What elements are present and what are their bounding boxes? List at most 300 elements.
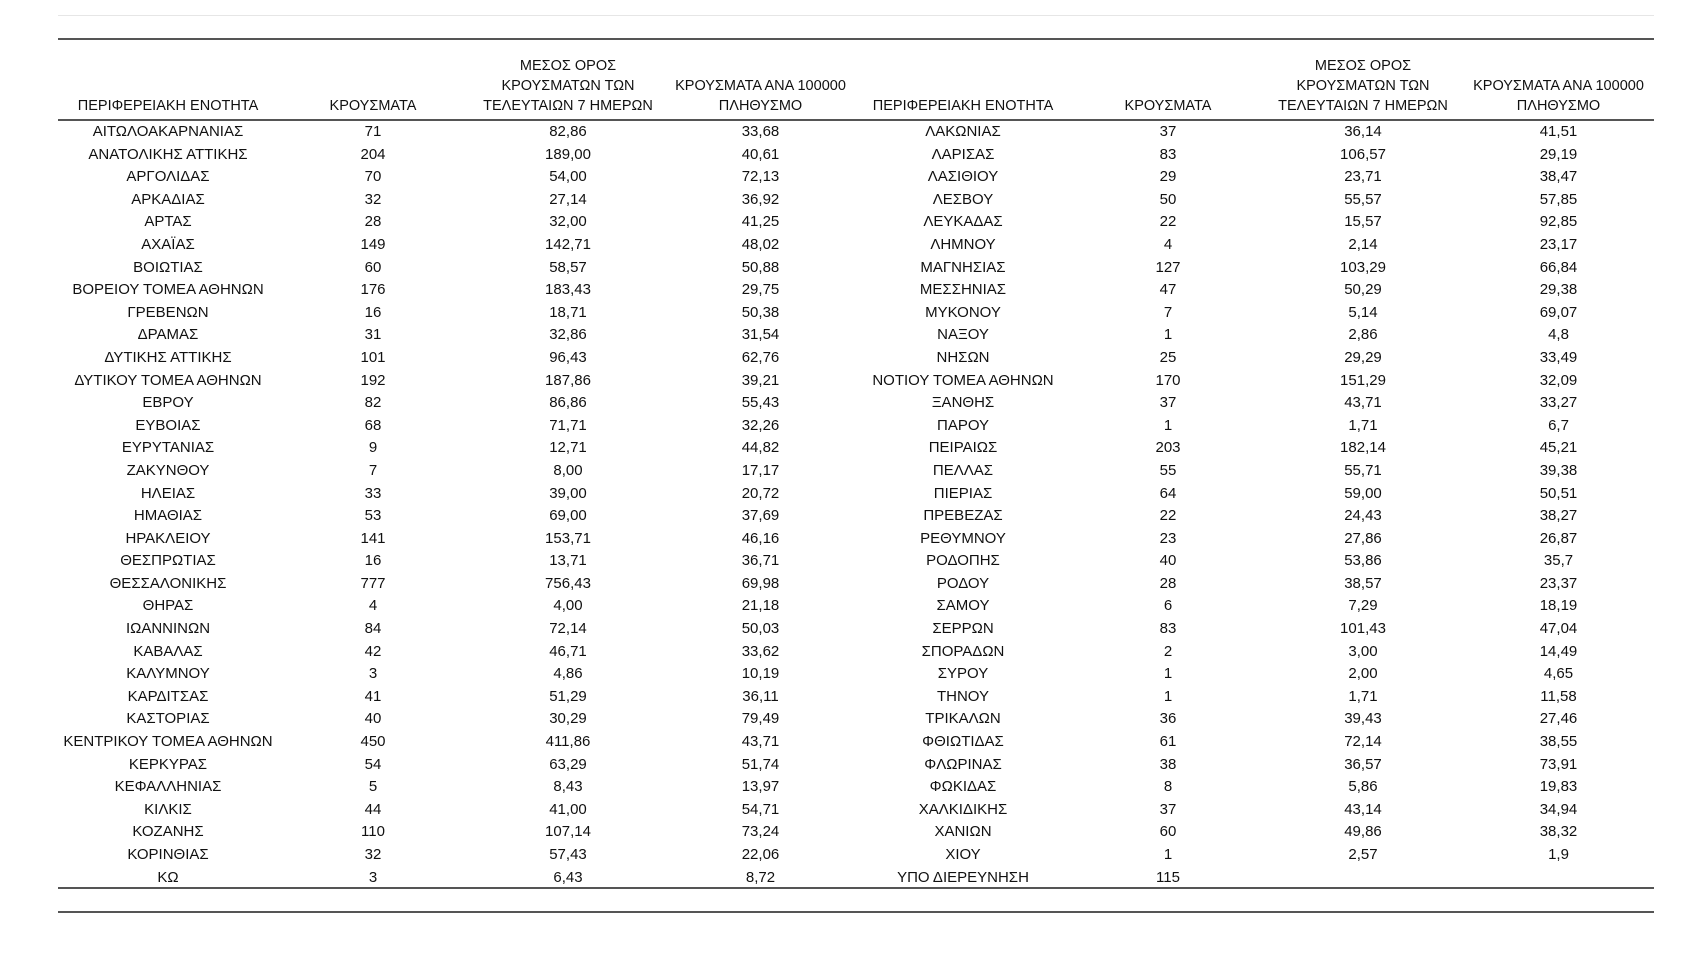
cases-cell: 84 xyxy=(364,620,382,638)
region-cell: ΚΕΦΑΛΛΗΝΙΑΣ xyxy=(114,778,222,796)
cases-cell: 9 xyxy=(368,439,378,457)
cases-cell: 55 xyxy=(1159,461,1177,479)
per100k-cell: 17,17 xyxy=(741,461,780,479)
region-cell: ΗΜΑΘΙΑΣ xyxy=(133,507,203,525)
table-row xyxy=(58,166,1654,189)
region-cell: ΕΥΡΥΤΑΝΙΑΣ xyxy=(121,439,215,457)
table-row xyxy=(58,844,1654,867)
cases-cell: 4 xyxy=(1163,235,1173,253)
table-row xyxy=(58,189,1654,212)
cases-cell: 60 xyxy=(364,258,382,276)
per100k-cell: 40,61 xyxy=(741,145,780,163)
avg7-cell: 41,00 xyxy=(549,800,587,818)
avg7-cell: 3,00 xyxy=(1348,642,1378,660)
region-cell: ΡΕΘΥΜΝΟΥ xyxy=(920,529,1006,547)
table-row xyxy=(58,754,1654,777)
region-cell: ΣΕΡΡΩΝ xyxy=(932,620,994,638)
cases-cell: 8 xyxy=(1163,778,1173,796)
per100k-cell: 41,51 xyxy=(1539,123,1578,140)
avg7-cell: 43,14 xyxy=(1344,800,1382,818)
cases-cell: 22 xyxy=(1159,213,1177,231)
avg7-cell: 8,43 xyxy=(553,778,583,796)
region-cell: ΠΕΛΛΑΣ xyxy=(932,461,994,479)
per100k-cell: 41,25 xyxy=(741,213,780,231)
region-cell: ΧΑΝΙΩΝ xyxy=(934,823,992,841)
table-row xyxy=(58,415,1654,438)
region-cell: ΛΑΣΙΘΙΟΥ xyxy=(927,168,999,186)
avg7-cell: 55,57 xyxy=(1344,190,1382,208)
region-cell: ΜΑΓΝΗΣΙΑΣ xyxy=(920,258,1006,276)
avg7-cell: 2,14 xyxy=(1348,235,1378,253)
region-cell: ΡΟΔΟΥ xyxy=(936,574,990,592)
per100k-cell: 72,13 xyxy=(741,168,780,186)
col-header-per100k-2: ΚΡΟΥΣΜΑΤΑ ΑΝΑ 100000 ΠΛΗΘΥΣΜΟ xyxy=(1473,78,1644,114)
per100k-cell: 6,7 xyxy=(1548,416,1569,434)
cases-cell: 53 xyxy=(364,507,382,525)
table-row xyxy=(58,505,1654,528)
table-row xyxy=(58,257,1654,280)
region-cell: ΡΟΔΟΠΗΣ xyxy=(926,552,1000,570)
avg7-cell: 54,00 xyxy=(549,168,587,186)
col-header-region: ΠΕΡΙΦΕΡΕΙΑΚΗ ΕΝΟΤΗΤΑ xyxy=(77,98,259,114)
region-cell: ΤΡΙΚΑΛΩΝ xyxy=(925,710,1001,728)
cases-cell: 37 xyxy=(1159,394,1177,412)
cases-cell: 38 xyxy=(1159,755,1177,773)
avg7-cell: 39,00 xyxy=(549,484,587,502)
cases-cell: 32 xyxy=(364,846,382,863)
region-cell: ΜΥΚΟΝΟΥ xyxy=(925,303,1001,321)
cases-cell: 33 xyxy=(364,484,382,502)
per100k-cell: 18,19 xyxy=(1539,597,1578,615)
avg7-cell: 82,86 xyxy=(549,123,587,140)
table-row xyxy=(58,279,1654,302)
avg7-cell: 142,71 xyxy=(545,235,591,253)
per100k-cell: 33,62 xyxy=(741,642,780,660)
region-cell: ΛΗΜΝΟΥ xyxy=(930,235,996,253)
cases-cell: 22 xyxy=(1159,507,1177,525)
region-cell: ΑΡΓΟΛΙΔΑΣ xyxy=(126,168,210,186)
avg7-cell: 71,71 xyxy=(549,416,587,434)
avg7-cell: 30,29 xyxy=(549,710,587,728)
avg7-cell xyxy=(1263,867,1463,890)
avg7-cell: 4,00 xyxy=(553,597,583,615)
cases-cell: 2 xyxy=(1163,642,1173,660)
cases-cell: 40 xyxy=(364,710,382,728)
per100k-cell: 21,18 xyxy=(741,597,780,615)
avg7-cell: 7,29 xyxy=(1348,597,1378,615)
avg7-cell: 23,71 xyxy=(1344,168,1382,186)
avg7-cell: 12,71 xyxy=(549,439,587,457)
region-cell: ΚΩ xyxy=(157,868,179,886)
avg7-cell: 183,43 xyxy=(545,281,591,299)
cases-cell: 110 xyxy=(361,823,385,841)
avg7-cell: 57,43 xyxy=(549,846,587,863)
region-cell: ΚΟΡΙΝΘΙΑΣ xyxy=(127,846,209,863)
region-cell: ΤΗΝΟΥ xyxy=(936,687,990,705)
table-row xyxy=(58,708,1654,731)
region-cell: ΣΥΡΟΥ xyxy=(937,665,989,683)
region-cell: ΚΕΝΤΡΙΚΟΥ ΤΟΜΕΑ ΑΘΗΝΩΝ xyxy=(63,733,273,751)
per100k-cell: 50,88 xyxy=(741,258,780,276)
table-row xyxy=(58,370,1654,393)
per100k-cell: 22,06 xyxy=(741,846,780,863)
region-cell: ΜΕΣΣΗΝΙΑΣ xyxy=(919,281,1007,299)
cases-cell: 71 xyxy=(364,123,382,140)
per100k-cell: 38,47 xyxy=(1539,168,1578,186)
region-cell: ΔΥΤΙΚΟΥ ΤΟΜΕΑ ΑΘΗΝΩΝ xyxy=(74,371,262,389)
cases-cell: 115 xyxy=(1156,868,1180,886)
table-row xyxy=(58,347,1654,370)
cases-cell: 4 xyxy=(368,597,378,615)
avg7-cell: 18,71 xyxy=(549,303,587,321)
top-separator xyxy=(58,15,1654,16)
per100k-cell: 29,75 xyxy=(741,281,780,299)
avg7-cell: 72,14 xyxy=(549,620,587,638)
avg7-cell: 153,71 xyxy=(545,529,591,547)
avg7-cell: 32,86 xyxy=(549,326,587,344)
col-header-cases-2: ΚΡΟΥΣΜΑΤΑ xyxy=(1124,98,1212,114)
col-header-avg7: ΜΕΣΟΣ ΟΡΟΣ ΚΡΟΥΣΜΑΤΩΝ ΤΩΝ ΤΕΛΕΥΤΑΙΩΝ 7 ΗΜΕΡΩΝ xyxy=(483,58,653,114)
cases-cell: 1 xyxy=(1163,326,1173,344)
per100k-cell: 10,19 xyxy=(741,665,780,683)
per100k-cell: 36,71 xyxy=(741,552,780,570)
avg7-cell: 32,00 xyxy=(549,213,587,231)
cases-cell: 141 xyxy=(360,529,386,547)
table-row xyxy=(58,144,1654,167)
per100k-cell: 62,76 xyxy=(741,348,780,366)
cases-cell: 192 xyxy=(360,371,386,389)
cases-cell: 83 xyxy=(1159,620,1177,638)
cases-cell: 1 xyxy=(1163,416,1173,434)
region-cell: ΦΘΙΩΤΙΔΑΣ xyxy=(922,733,1004,751)
avg7-cell: 36,14 xyxy=(1344,123,1382,140)
region-cell: ΘΗΡΑΣ xyxy=(142,597,194,615)
cases-cell: 28 xyxy=(364,213,382,231)
region-cell: ΚΙΛΚΙΣ xyxy=(144,800,192,818)
cases-cell: 450 xyxy=(360,733,386,751)
cases-cell: 170 xyxy=(1155,371,1181,389)
avg7-cell: 29,29 xyxy=(1344,348,1382,366)
per100k-cell: 47,04 xyxy=(1539,620,1578,638)
per100k-cell: 46,16 xyxy=(741,529,780,547)
table-row xyxy=(58,663,1654,686)
cases-cell: 37 xyxy=(1159,123,1177,140)
per100k-cell: 39,38 xyxy=(1539,461,1578,479)
avg7-cell: 1,71 xyxy=(1348,687,1378,705)
region-cell: ΚΑΛΥΜΝΟΥ xyxy=(126,665,210,683)
region-cell: ΒΟΡΕΙΟΥ ΤΟΜΕΑ ΑΘΗΝΩΝ xyxy=(72,281,264,299)
region-cell: ΠΡΕΒΕΖΑΣ xyxy=(923,507,1003,525)
avg7-cell: 13,71 xyxy=(549,552,587,570)
avg7-cell: 107,14 xyxy=(545,823,591,841)
footer-rule xyxy=(58,911,1654,913)
region-cell: ΗΡΑΚΛΕΙΟΥ xyxy=(125,529,211,547)
per100k-cell: 32,26 xyxy=(741,416,780,434)
per100k-cell: 8,72 xyxy=(745,868,776,886)
region-cell: ΦΛΩΡΙΝΑΣ xyxy=(924,755,1002,773)
per100k-cell: 79,49 xyxy=(741,710,780,728)
cases-cell: 1 xyxy=(1163,846,1173,863)
region-cell: ΧΙΟΥ xyxy=(945,846,981,863)
region-cell: ΣΠΟΡΑΔΩΝ xyxy=(921,642,1005,660)
cases-cell: 54 xyxy=(364,755,382,773)
region-cell: ΝΗΣΩΝ xyxy=(936,348,990,366)
cases-cell: 41 xyxy=(364,687,382,705)
per100k-cell: 33,68 xyxy=(741,123,780,140)
region-cell: ΖΑΚΥΝΘΟΥ xyxy=(126,461,210,479)
avg7-cell: 4,86 xyxy=(553,665,583,683)
region-cell: ΛΑΡΙΣΑΣ xyxy=(931,145,995,163)
cases-cell: 7 xyxy=(1163,303,1173,321)
avg7-cell: 8,00 xyxy=(553,461,583,479)
region-cell: ΠΕΙΡΑΙΩΣ xyxy=(928,439,998,457)
table-row xyxy=(58,867,1654,890)
cases-cell: 42 xyxy=(364,642,382,660)
per100k-cell: 51,74 xyxy=(741,755,780,773)
region-cell: ΣΑΜΟΥ xyxy=(936,597,990,615)
table-row xyxy=(58,528,1654,551)
region-cell: ΓΡΕΒΕΝΩΝ xyxy=(127,303,209,321)
avg7-cell: 59,00 xyxy=(1344,484,1382,502)
cases-cell: 1 xyxy=(1163,687,1173,705)
avg7-cell: 49,86 xyxy=(1344,823,1382,841)
region-cell: ΛΕΥΚΑΔΑΣ xyxy=(923,213,1003,231)
region-cell: ΑΡΤΑΣ xyxy=(144,213,192,231)
avg7-cell: 53,86 xyxy=(1344,552,1382,570)
region-cell: ΚΑΒΑΛΑΣ xyxy=(133,642,203,660)
avg7-cell: 50,29 xyxy=(1344,281,1382,299)
cases-cell: 23 xyxy=(1159,529,1177,547)
per100k-cell: 50,51 xyxy=(1539,484,1578,502)
cases-cell: 6 xyxy=(1163,597,1173,615)
per100k-cell: 38,27 xyxy=(1539,507,1578,525)
table-row xyxy=(58,595,1654,618)
avg7-cell: 63,29 xyxy=(549,755,587,773)
avg7-cell: 182,14 xyxy=(1340,439,1386,457)
avg7-cell: 15,57 xyxy=(1344,213,1382,231)
avg7-cell: 411,86 xyxy=(545,733,591,751)
table-row xyxy=(58,550,1654,573)
avg7-cell: 36,57 xyxy=(1344,755,1382,773)
per100k-cell: 23,37 xyxy=(1539,574,1578,592)
per100k-cell: 38,55 xyxy=(1539,733,1578,751)
table-row xyxy=(58,460,1654,483)
region-cell: ΘΕΣΠΡΩΤΙΑΣ xyxy=(120,552,216,570)
avg7-cell: 51,29 xyxy=(549,687,587,705)
avg7-cell: 27,86 xyxy=(1344,529,1382,547)
cases-cell: 16 xyxy=(364,552,382,570)
cases-cell: 777 xyxy=(360,574,386,592)
region-cell: ΕΒΡΟΥ xyxy=(142,394,194,412)
avg7-cell: 43,71 xyxy=(1344,394,1382,412)
cases-cell: 101 xyxy=(360,348,386,366)
avg7-cell: 96,43 xyxy=(549,348,587,366)
cases-cell: 3 xyxy=(368,868,378,886)
cases-cell: 32 xyxy=(364,190,382,208)
region-cell: ΔΥΤΙΚΗΣ ΑΤΤΙΚΗΣ xyxy=(104,348,232,366)
avg7-cell: 24,43 xyxy=(1344,507,1382,525)
table-row xyxy=(58,686,1654,709)
per100k-cell: 39,21 xyxy=(741,371,780,389)
cases-cell: 5 xyxy=(368,778,378,796)
per100k-cell: 66,84 xyxy=(1539,258,1578,276)
per100k-cell: 50,38 xyxy=(741,303,780,321)
region-cell: ΑΝΑΤΟΛΙΚΗΣ ΑΤΤΙΚΗΣ xyxy=(88,145,248,163)
cases-cell: 68 xyxy=(364,416,382,434)
table-row xyxy=(58,573,1654,596)
per100k-cell: 26,87 xyxy=(1539,529,1578,547)
region-cell: ΚΟΖΑΝΗΣ xyxy=(132,823,204,841)
region-cell: ΚΕΡΚΥΡΑΣ xyxy=(128,755,208,773)
cases-cell: 29 xyxy=(1159,168,1177,186)
per100k-cell: 69,98 xyxy=(741,574,780,592)
avg7-cell: 69,00 xyxy=(549,507,587,525)
table-row xyxy=(58,211,1654,234)
region-cell: ΛΑΚΩΝΙΑΣ xyxy=(925,123,1001,140)
per100k-cell: 11,58 xyxy=(1540,687,1577,705)
avg7-cell: 6,43 xyxy=(553,868,583,886)
table-top-rule xyxy=(58,38,1654,40)
avg7-cell: 72,14 xyxy=(1344,733,1382,751)
per100k-cell: 55,43 xyxy=(741,394,780,412)
per100k-cell: 1,9 xyxy=(1548,846,1569,863)
cases-cell: 44 xyxy=(364,800,382,818)
cases-cell: 7 xyxy=(368,461,378,479)
per100k-cell: 73,24 xyxy=(741,823,780,841)
region-cell: ΑΙΤΩΛΟΑΚΑΡΝΑΝΙΑΣ xyxy=(92,123,244,140)
avg7-cell: 106,57 xyxy=(1340,145,1386,163)
cases-cell: 83 xyxy=(1159,145,1177,163)
per100k-cell: 37,69 xyxy=(741,507,780,525)
per100k-cell: 73,91 xyxy=(1539,755,1578,773)
col-header-avg7-2: ΜΕΣΟΣ ΟΡΟΣ ΚΡΟΥΣΜΑΤΩΝ ΤΩΝ ΤΕΛΕΥΤΑΙΩΝ 7 ΗΜΕΡΩΝ xyxy=(1278,58,1448,114)
cases-cell: 203 xyxy=(1155,439,1181,457)
cases-cell: 61 xyxy=(1159,733,1177,751)
per100k-cell: 35,7 xyxy=(1543,552,1574,570)
region-cell: ΝΑΞΟΥ xyxy=(937,326,989,344)
per100k-cell: 29,38 xyxy=(1539,281,1578,299)
cases-cell: 31 xyxy=(364,326,382,344)
avg7-cell: 189,00 xyxy=(545,145,591,163)
per100k-cell xyxy=(1463,867,1654,890)
avg7-cell: 38,57 xyxy=(1344,574,1382,592)
cases-cell: 3 xyxy=(368,665,378,683)
cases-cell: 204 xyxy=(360,145,386,163)
cases-cell: 50 xyxy=(1159,190,1177,208)
avg7-cell: 103,29 xyxy=(1340,258,1386,276)
region-cell: ΕΥΒΟΙΑΣ xyxy=(135,416,201,434)
cases-cell: 36 xyxy=(1159,710,1177,728)
per100k-cell: 20,72 xyxy=(741,484,780,502)
per100k-cell: 36,92 xyxy=(741,190,780,208)
col-header-per100k: ΚΡΟΥΣΜΑΤΑ ΑΝΑ 100000 ΠΛΗΘΥΣΜΟ xyxy=(675,78,846,114)
table-row xyxy=(58,731,1654,754)
per100k-cell: 92,85 xyxy=(1539,213,1578,231)
per100k-cell: 36,11 xyxy=(742,687,779,705)
cases-cell: 47 xyxy=(1159,281,1177,299)
region-cell: ΑΡΚΑΔΙΑΣ xyxy=(131,190,205,208)
cases-cell: 1 xyxy=(1163,665,1173,683)
cases-cell: 149 xyxy=(360,235,386,253)
region-cell: ΚΑΡΔΙΤΣΑΣ xyxy=(127,687,209,705)
avg7-cell: 58,57 xyxy=(549,258,587,276)
table-row xyxy=(58,437,1654,460)
col-header-region-2: ΠΕΡΙΦΕΡΕΙΑΚΗ ΕΝΟΤΗΤΑ xyxy=(872,98,1054,114)
cases-cell: 16 xyxy=(364,303,382,321)
per100k-cell: 45,21 xyxy=(1539,439,1578,457)
region-cell: ΞΑΝΘΗΣ xyxy=(931,394,995,412)
per100k-cell: 57,85 xyxy=(1539,190,1578,208)
per100k-cell: 43,71 xyxy=(741,733,780,751)
avg7-cell: 55,71 xyxy=(1344,461,1382,479)
per100k-cell: 31,54 xyxy=(741,326,780,344)
per100k-cell: 54,71 xyxy=(741,800,780,818)
table-row xyxy=(58,234,1654,257)
region-cell: ΛΕΣΒΟΥ xyxy=(932,190,994,208)
cases-cell: 176 xyxy=(360,281,386,299)
per100k-cell: 33,49 xyxy=(1539,348,1578,366)
table-row xyxy=(58,302,1654,325)
cases-cell: 28 xyxy=(1159,574,1177,592)
table-row xyxy=(58,118,1654,144)
avg7-cell: 2,86 xyxy=(1348,326,1378,344)
cases-cell: 60 xyxy=(1159,823,1177,841)
avg7-cell: 39,43 xyxy=(1344,710,1382,728)
table-row xyxy=(58,776,1654,799)
avg7-cell: 151,29 xyxy=(1340,371,1386,389)
table-row xyxy=(58,821,1654,844)
per100k-cell: 38,32 xyxy=(1539,823,1578,841)
region-cell: ΧΑΛΚΙΔΙΚΗΣ xyxy=(918,800,1008,818)
region-cell: ΠΙΕΡΙΑΣ xyxy=(933,484,993,502)
per100k-cell: 32,09 xyxy=(1539,371,1578,389)
cases-cell: 82 xyxy=(364,394,382,412)
cases-cell: 70 xyxy=(364,168,382,186)
per100k-cell: 27,46 xyxy=(1539,710,1578,728)
avg7-cell: 2,57 xyxy=(1348,846,1378,863)
header-row xyxy=(58,56,1654,118)
region-cell: ΑΧΑΪΑΣ xyxy=(141,235,195,253)
col-header-cases: ΚΡΟΥΣΜΑΤΑ xyxy=(329,98,417,114)
per100k-cell: 23,17 xyxy=(1539,235,1578,253)
avg7-cell: 27,14 xyxy=(549,190,587,208)
avg7-cell: 101,43 xyxy=(1340,620,1386,638)
avg7-cell: 46,71 xyxy=(549,642,587,660)
region-cell: ΝΟΤΙΟΥ ΤΟΜΕΑ ΑΘΗΝΩΝ xyxy=(872,371,1054,389)
region-cell: ΚΑΣΤΟΡΙΑΣ xyxy=(126,710,210,728)
avg7-cell: 187,86 xyxy=(545,371,591,389)
region-cell: ΘΕΣΣΑΛΟΝΙΚΗΣ xyxy=(109,574,227,592)
per100k-cell: 34,94 xyxy=(1539,800,1578,818)
table-row xyxy=(58,483,1654,506)
region-cell: ΒΟΙΩΤΙΑΣ xyxy=(133,258,203,276)
per100k-cell: 29,19 xyxy=(1539,145,1578,163)
per100k-cell: 14,49 xyxy=(1539,642,1578,660)
cases-table xyxy=(58,56,1654,889)
avg7-cell: 1,71 xyxy=(1348,416,1378,434)
per100k-cell: 19,83 xyxy=(1539,778,1578,796)
per100k-cell: 4,8 xyxy=(1548,326,1569,344)
region-cell: ΥΠΟ ΔΙΕΡΕΥΝΗΣΗ xyxy=(897,868,1029,886)
per100k-cell: 13,97 xyxy=(741,778,780,796)
table-row xyxy=(58,618,1654,641)
avg7-cell: 756,43 xyxy=(545,574,591,592)
table-row xyxy=(58,799,1654,822)
cases-cell: 40 xyxy=(1159,552,1177,570)
avg7-cell: 86,86 xyxy=(549,394,587,412)
table-row xyxy=(58,392,1654,415)
per100k-cell: 48,02 xyxy=(741,235,780,253)
